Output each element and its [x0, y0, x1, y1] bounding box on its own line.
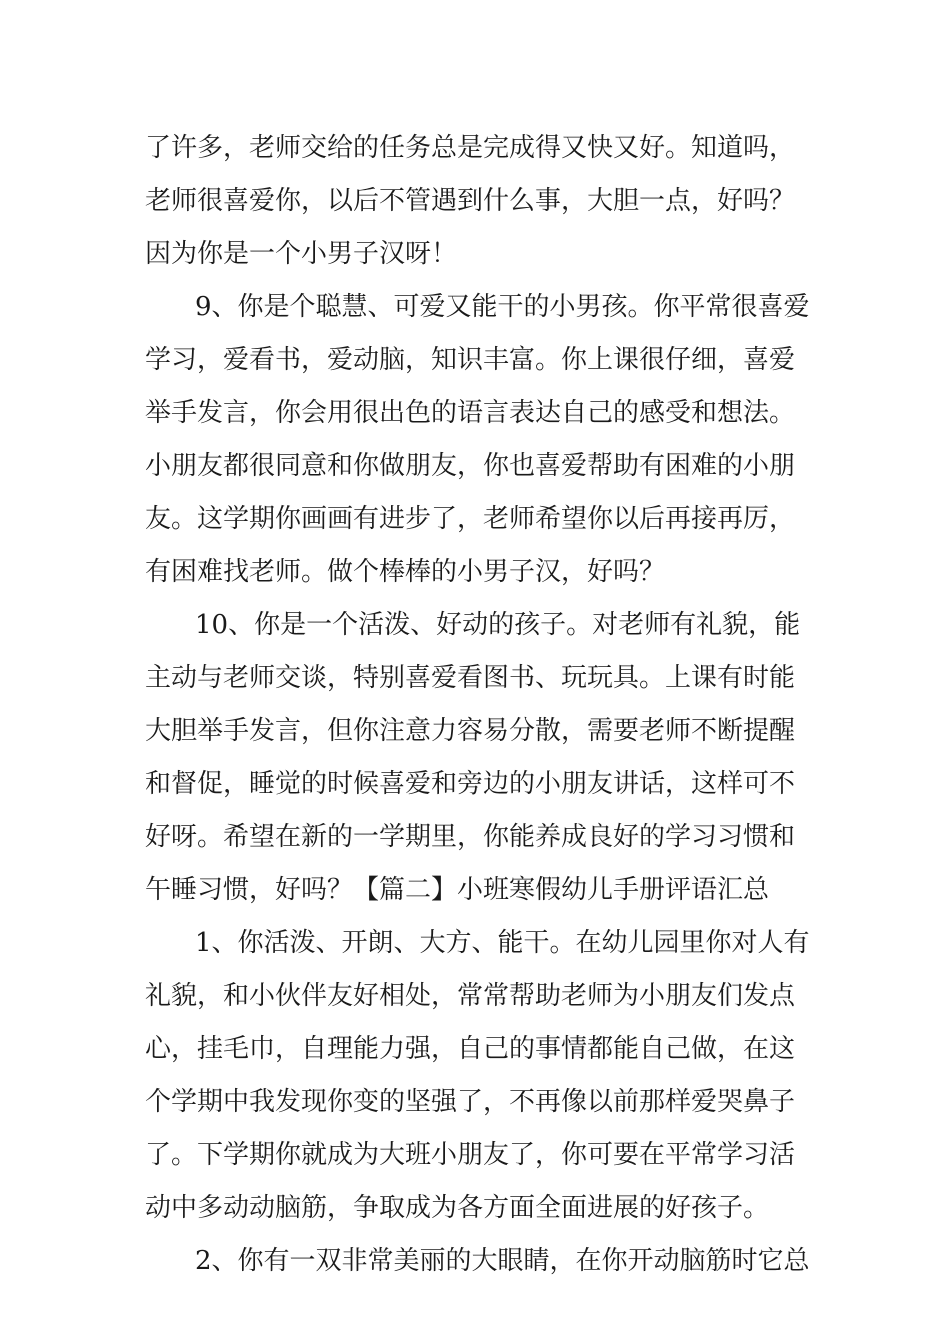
- text-line: 午睡习惯，好吗？【篇二】小班寒假幼儿手册评语汇总: [145, 875, 770, 905]
- text-line: 动中多动动脑筋，争取成为各方面全面进展的好孩子。: [145, 1193, 770, 1223]
- text-line: 友。这学期你画画有进步了，老师希望你以后再接再厉，: [145, 504, 796, 534]
- text-line: 小朋友都很同意和你做朋友，你也喜爱帮助有困难的小朋: [145, 451, 796, 481]
- text-line: 礼貌，和小伙伴友好相处，常常帮助老师为小朋友们发点: [145, 981, 796, 1011]
- text-line: 了许多，老师交给的任务总是完成得又快又好。知道吗，: [145, 133, 796, 163]
- text-line: 个学期中我发现你变的坚强了，不再像以前那样爱哭鼻子: [145, 1087, 796, 1117]
- text-line: 老师很喜爱你，以后不管遇到什么事，大胆一点，好吗？: [145, 186, 796, 216]
- text-line: 心，挂毛巾，自理能力强，自己的事情都能自己做，在这: [145, 1034, 796, 1064]
- paragraph-first-line: 2、你有一双非常美丽的大眼睛，在你开动脑筋时它总: [195, 1246, 810, 1276]
- text-line: 大胆举手发言，但你注意力容易分散，需要老师不断提醒: [145, 716, 796, 746]
- text-line: 因为你是一个小男子汉呀！: [145, 239, 458, 269]
- text-line: 主动与老师交谈，特别喜爱看图书、玩玩具。上课有时能: [145, 663, 796, 693]
- paragraph-first-line: 1、你活泼、开朗、大方、能干。在幼儿园里你对人有: [195, 928, 810, 958]
- text-line: 有困难找老师。做个棒棒的小男子汉，好吗？: [145, 557, 666, 587]
- paragraph-first-line: 9、你是个聪慧、可爱又能干的小男孩。你平常很喜爱: [195, 292, 810, 322]
- text-line: 好呀。希望在新的一学期里，你能养成良好的学习习惯和: [145, 822, 796, 852]
- text-line: 和督促，睡觉的时候喜爱和旁边的小朋友讲话，这样可不: [145, 769, 796, 799]
- text-line: 学习，爱看书，爱动脑，知识丰富。你上课很仔细，喜爱: [145, 345, 796, 375]
- paragraph-first-line: 10、你是一个活泼、好动的孩子。对老师有礼貌，能: [195, 610, 801, 640]
- text-line: 了。下学期你就成为大班小朋友了，你可要在平常学习活: [145, 1140, 796, 1170]
- text-line: 举手发言，你会用很出色的语言表达自己的感受和想法。: [145, 398, 796, 428]
